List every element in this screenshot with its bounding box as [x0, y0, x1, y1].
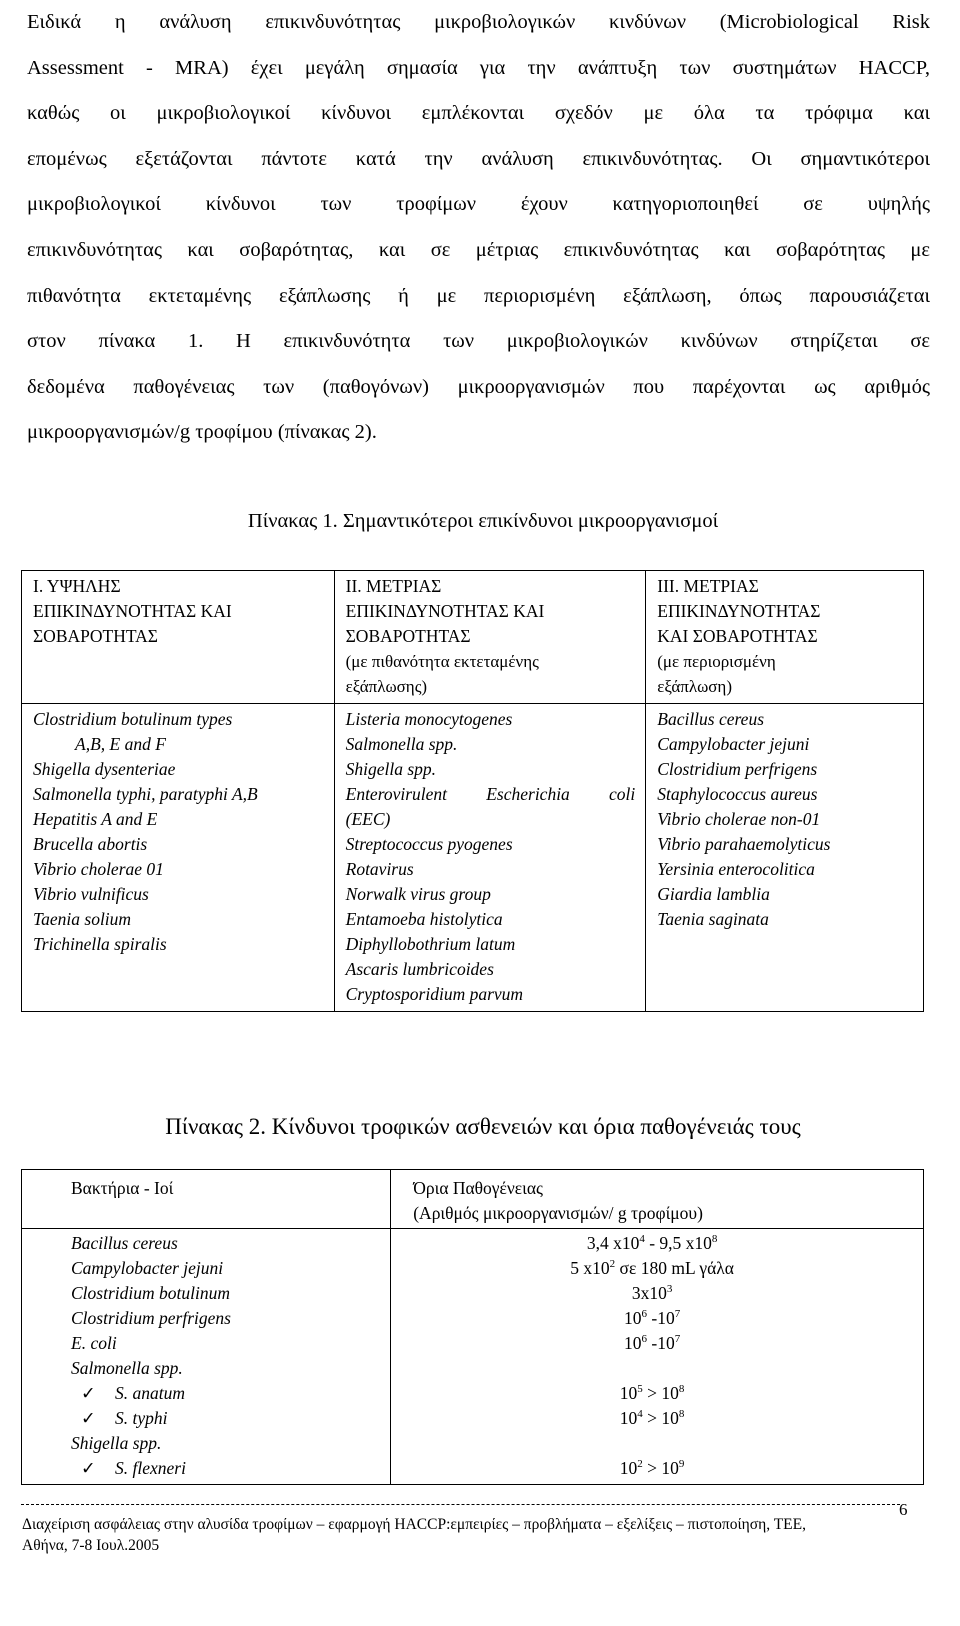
pathogenicity-table [21, 1169, 924, 1485]
hazard-list-high [22, 704, 335, 1012]
limit-value [422, 1256, 882, 1281]
pathogen-name: S. flexneri [115, 1458, 186, 1478]
pathogen-row [71, 1281, 380, 1306]
hazard-item: Clostridium botulinum types [33, 709, 233, 729]
hazard-item: Streptococcus pyogenes [345, 834, 513, 854]
intro-line: καθώς οι μικροβιολογικοί κίνδυνοι εμπλέκονται σχεδόν με όλα τα τρόφιμα και [27, 102, 930, 125]
exponent: 5 [637, 1383, 643, 1395]
hazard-header-line: ΕΠΙΚΙΝΔΥΝΟΤΗΤΑΣ [657, 601, 821, 621]
pathogen-row [71, 1406, 380, 1431]
hazard-list-moderate-extensive [334, 704, 646, 1012]
hazard-header-high [22, 571, 335, 704]
hazard-item: Taenia saginata [657, 909, 769, 929]
limits-header [391, 1170, 924, 1229]
checkmark-icon: ✓ [81, 1408, 96, 1428]
hazard-item: Hepatitis A and E [33, 809, 158, 829]
limit-text: 10 [624, 1333, 642, 1353]
limit-text: 10 [624, 1308, 642, 1328]
hazard-header-line: ΙΙΙ. ΜΕΤΡΙΑΣ [657, 576, 759, 596]
hazard-subheader-line: εξάπλωσης) [345, 677, 428, 696]
hazard-item: (EEC) [345, 809, 391, 829]
pathogen-name: S. typhi [115, 1408, 168, 1428]
hazard-header-line: Ι. ΥΨΗΛΗΣ [33, 576, 121, 596]
pathogen-row [71, 1306, 380, 1331]
pathogen-row [71, 1231, 380, 1256]
exponent: 3 [666, 1283, 673, 1295]
pathogen-row [71, 1256, 380, 1281]
limits-header-title: Όρια Παθογένειας [413, 1178, 543, 1198]
hazard-header-line: ΣΟΒΑΡΟΤΗΤΑΣ [33, 626, 158, 646]
exponent: 8 [678, 1408, 685, 1420]
hazard-header-moderate-extensive [334, 571, 646, 704]
hazard-table-body-row [22, 704, 924, 1012]
hazard-item: Staphylococcus aureus [657, 784, 818, 804]
pathogen-row [71, 1456, 380, 1481]
hazard-header-moderate-limited [646, 571, 924, 704]
hazard-subheader-line: (με περιορισμένη [657, 652, 776, 671]
limits-list [391, 1229, 924, 1485]
footer-line-2: Αθήνα, 7-8 Ιουλ.2005 [22, 1537, 160, 1554]
intro-line: μικροβιολογικοί κίνδυνοι των τροφίμων έχουν κατηγοριοποιηθεί σε υψηλής [27, 193, 930, 216]
hazard-item: Enterovirulent Escherichia coli [345, 784, 636, 804]
limit-text: > 10 [642, 1408, 679, 1428]
hazard-item: Ascaris lumbricoides [345, 959, 494, 979]
hazard-subheader-line: εξάπλωση) [657, 677, 732, 696]
hazard-table-header-row [22, 571, 924, 704]
intro-line: επικινδυνότητας και σοβαρότητας, και σε μέτριας επικινδυνότητας και σοβαρότητας με [27, 238, 930, 261]
pathogen-name: Bacillus cereus [71, 1233, 178, 1253]
hazard-table [21, 570, 924, 1012]
hazard-item: Bacillus cereus [657, 709, 765, 729]
intro-line: μικροοργανισμών/g τροφίμου (πίνακας 2). [27, 421, 377, 444]
hazard-item: Vibrio vulnificus [33, 884, 149, 904]
hazard-item: Vibrio cholerae non-01 [657, 809, 821, 829]
limit-text: 10 [619, 1458, 638, 1478]
limit-text: 3x10 [631, 1283, 667, 1303]
limit-value [422, 1331, 882, 1356]
footer-citation [22, 1514, 942, 1556]
intro-line: επομένως εξετάζονται πάντοτε κατά την ανάλυση επικινδυνότητας. Οι σημαντικότεροι [27, 147, 930, 170]
hazard-item: Brucella abortis [33, 834, 148, 854]
pathogen-list [22, 1229, 391, 1485]
hazard-header-line: ΕΠΙΚΙΝΔΥΝΟΤΗΤΑΣ ΚΑΙ [345, 601, 545, 621]
pathogen-row [71, 1431, 380, 1456]
limits-header-unit: (Αριθμός μικροοργανισμών/ g τροφίμου) [413, 1203, 703, 1223]
intro-line: Ειδικά η ανάλυση επικινδυνότητας μικροβιολογικών κινδύνων (Microbiological Risk [27, 11, 930, 33]
exponent: 9 [678, 1458, 685, 1470]
hazard-item: A,B, E and F [75, 734, 166, 754]
pathogen-name: Clostridium perfrigens [71, 1308, 231, 1328]
hazard-item: Cryptosporidium parvum [345, 984, 524, 1004]
hazard-item: Entamoeba histolytica [345, 909, 503, 929]
pathogen-row [71, 1331, 380, 1356]
hazard-header-line: ΚΑΙ ΣΟΒΑΡΟΤΗΤΑΣ [657, 626, 818, 646]
exponent: 4 [639, 1233, 645, 1245]
pathogen-header: Βακτήρια - Ιοί [22, 1170, 391, 1229]
hazard-header-line: ΕΠΙΚΙΝΔΥΝΟΤΗΤΑΣ ΚΑΙ [33, 601, 232, 621]
pathogen-name: Shigella spp. [71, 1433, 162, 1453]
pathogen-name: Campylobacter jejuni [71, 1258, 224, 1278]
pathogen-row [71, 1356, 380, 1381]
hazard-item: Rotavirus [345, 859, 414, 879]
page-number: 6 [899, 1500, 908, 1519]
limit-text: 5 x10 [570, 1258, 610, 1278]
hazard-item: Taenia solium [33, 909, 132, 929]
exponent: 2 [609, 1258, 616, 1270]
exponent: 8 [711, 1233, 718, 1245]
pathogenicity-body-row [22, 1229, 924, 1485]
limit-text: 3,4 x10 [586, 1233, 640, 1253]
limit-value [422, 1381, 882, 1406]
limit-value [422, 1356, 882, 1381]
limit-value [422, 1456, 882, 1481]
checkmark-icon: ✓ [81, 1383, 96, 1403]
hazard-item: Giardia lamblia [657, 884, 770, 904]
pathogen-name: S. anatum [115, 1383, 185, 1403]
hazard-item: Diphyllobothrium latum [345, 934, 516, 954]
limit-text: -10 [647, 1333, 675, 1353]
intro-line: στον πίνακα 1. Η επικινδυνότητα των μικροβιολογικών κινδύνων στηρίζεται σε [27, 330, 930, 353]
pathogenicity-header-row [22, 1170, 924, 1229]
pathogen-name: Salmonella spp. [71, 1358, 183, 1378]
exponent: 8 [678, 1383, 685, 1395]
intro-line: Assessment - MRA) έχει μεγάλη σημασία για την ανάπτυξη των συστημάτων HACCP, [27, 56, 930, 79]
hazard-item: Trichinella spiralis [33, 934, 167, 954]
limit-text: σε 180 mL γάλα [615, 1258, 734, 1278]
limit-value [422, 1431, 882, 1456]
exponent: 4 [637, 1408, 643, 1420]
limit-text: -10 [647, 1308, 675, 1328]
hazard-item: Norwalk virus group [345, 884, 491, 904]
hazard-item: Campylobacter jejuni [657, 734, 810, 754]
hazard-header-line: ΙΙ. ΜΕΤΡΙΑΣ [345, 576, 442, 596]
pathogen-name: Clostridium botulinum [71, 1283, 230, 1303]
limit-text: 10 [619, 1383, 638, 1403]
hazard-header-line: ΣΟΒΑΡΟΤΗΤΑΣ [345, 626, 471, 646]
footer-line-1: Διαχείριση ασφάλειας στην αλυσίδα τροφίμων – εφαρμογή HACCP:εμπειρίες – προβλήματα – εξελίξεις – πιστοποίηση, ΤΕΕ, [22, 1516, 806, 1533]
pathogen-name: E. coli [71, 1333, 117, 1353]
exponent: 6 [641, 1333, 647, 1345]
limit-value [422, 1281, 882, 1306]
checkmark-icon: ✓ [81, 1458, 96, 1478]
table1-caption: Πίνακας 1. Σημαντικότεροι επικίνδυνοι μικροοργανισμοί [247, 510, 719, 532]
hazard-item: Salmonella typhi, paratyphi A,B [33, 784, 258, 804]
hazard-item: Vibrio parahaemolyticus [657, 834, 831, 854]
hazard-item: Salmonella spp. [345, 734, 458, 754]
limit-value [422, 1306, 882, 1331]
hazard-item: Clostridium perfrigens [657, 759, 818, 779]
limit-value [422, 1406, 882, 1431]
exponent: 2 [637, 1458, 643, 1470]
limit-text: > 10 [642, 1458, 679, 1478]
table2-caption: Πίνακας 2. Κίνδυνοι τροφικών ασθενειών και όρια παθογένειάς τους [165, 1114, 801, 1139]
limit-text: - 9,5 x10 [644, 1233, 712, 1253]
hazard-item: Shigella dysenteriae [33, 759, 176, 779]
hazard-item: Listeria monocytogenes [345, 709, 513, 729]
hazard-item: Shigella spp. [345, 759, 437, 779]
hazard-item: Yersinia enterocolitica [657, 859, 815, 879]
intro-paragraph [27, 0, 930, 456]
exponent: 6 [641, 1308, 647, 1320]
intro-line: πιθανότητα εκτεταμένης εξάπλωσης ή με περιορισμένη εξάπλωση, όπως παρουσιάζεται [27, 284, 930, 307]
intro-line: δεδομένα παθογένειας των (παθογόνων) μικροοργανισμών που παρέχονται ως αριθμός [27, 375, 930, 398]
pathogen-row [71, 1381, 380, 1406]
hazard-subheader-line: (με πιθανότητα εκτεταμένης [345, 652, 539, 671]
exponent: 7 [674, 1333, 681, 1345]
limit-value [422, 1231, 882, 1256]
exponent: 7 [674, 1308, 681, 1320]
limit-text: > 10 [642, 1383, 679, 1403]
limit-text: 10 [619, 1408, 638, 1428]
footer-rule [21, 1504, 900, 1505]
hazard-item: Vibrio cholerae 01 [33, 859, 164, 879]
hazard-list-moderate-limited [646, 704, 924, 1012]
